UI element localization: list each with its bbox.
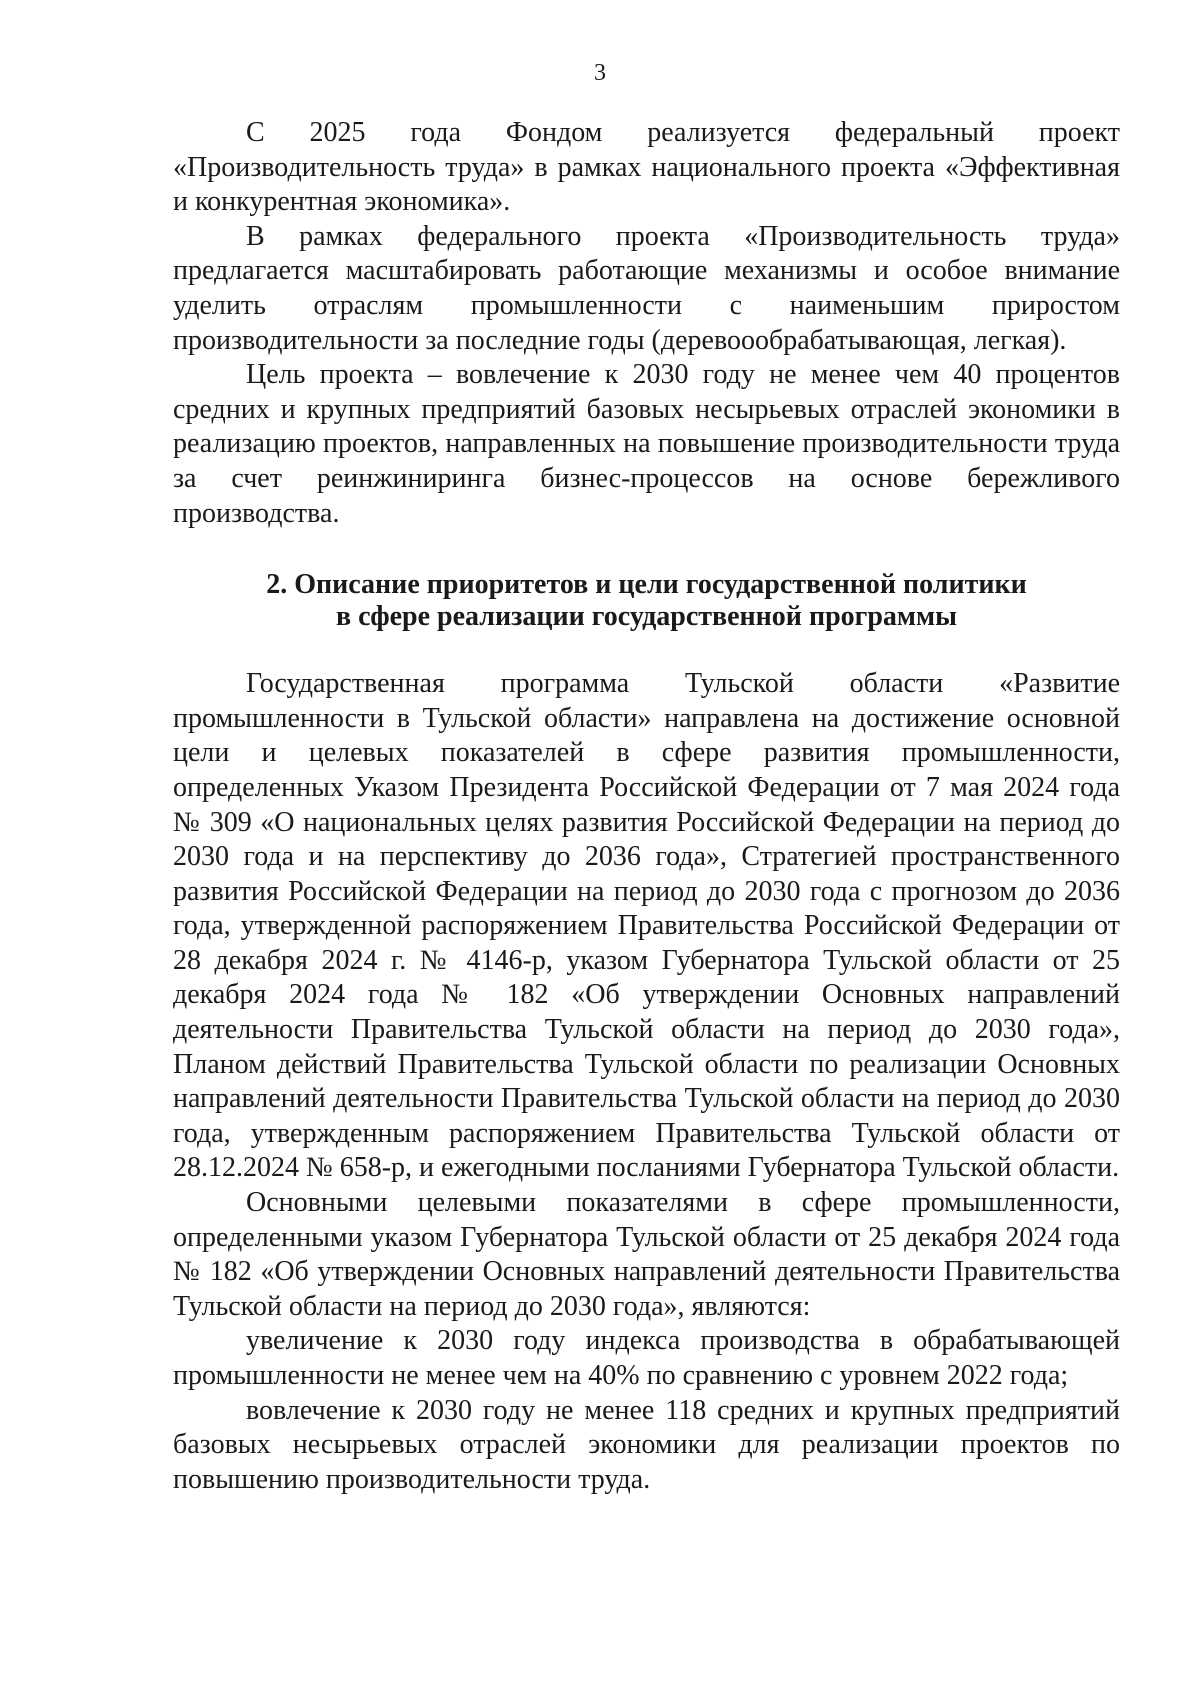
- section-heading-line-2: в сфере реализации государственной программы: [336, 601, 957, 633]
- paragraph-project-scope: В рамках федерального проекта «Производительность труда» предлагается масштабировать работающие механизмы и особое внимание уделить отраслям промышленности с наименьшим приростом производительности за последние годы (деревоообрабатывающая, легкая).: [173, 220, 1120, 356]
- paragraph-federal-project: С 2025 года Фондом реализуется федеральный проект «Производительность труда» в рамках национального проекта «Эффективная и конкурентная экономика».: [173, 117, 1120, 218]
- page-number: 3: [594, 60, 606, 86]
- paragraph-program-description: Государственная программа Тульской области «Развитие промышленности в Тульской области» направлена на достижение основной цели и целевых показателей в сфере развития промышленности, определенных Указом Президента Российской Федерации от 7 мая 2024 года № 309 «О национальных целях развития Российской Федерации на период до 2030 года и на перспективу до 2036 года», Стратегией пространственного развития Российской Федерации на период до 2030 года с прогнозом до 2036 года, утвержденной распоряжением Правительства Российской Федерации от 28 декабря 2024 г. № 4146-р, указом Губернатора Тульской области от 25 декабря 2024 года № 182 «Об утверждении Основных направлений деятельности Правительства Тульской области на период до 2030 года», Планом действий Правительства Тульской области по реализации Основных направлений деятельности Правительства Тульской области на период до 2030 года, утвержденным распоряжением Правительства Тульской области от 28.12.2024 № 658-р, и ежегодными посланиями Губернатора Тульской области.: [173, 668, 1120, 1184]
- paragraph-target-indicators: Основными целевыми показателями в сфере промышленности, определенными указом Губернатора Тульской области от 25 декабря 2024 года № 182 «Об утверждении Основных направлений деятельности Правительства Тульской области на период до 2030 года», являются:: [173, 1187, 1120, 1322]
- paragraph-indicator-enterprises: вовлечение к 2030 году не менее 118 средних и крупных предприятий базовых несырьевых отраслей экономики для реализации проектов по повышению производительности труда.: [173, 1394, 1120, 1495]
- paragraph-project-goal: Цель проекта – вовлечение к 2030 году не менее чем 40 процентов средних и крупных предприятий базовых несырьевых отраслей экономики в реализацию проектов, направленных на повышение производительности труда за счет реинжиниринга бизнес-процессов на основе бережливого производства.: [173, 359, 1120, 529]
- document-body: [173, 116, 1120, 1497]
- section-heading-line-1: 2. Описание приоритетов и цели государственной политики: [266, 569, 1027, 601]
- paragraph-indicator-production-index: увеличение к 2030 году индекса производства в обрабатывающей промышленности не менее чем на 40% по сравнению с уровнем 2022 года;: [173, 1325, 1120, 1391]
- section-heading: [173, 569, 1120, 633]
